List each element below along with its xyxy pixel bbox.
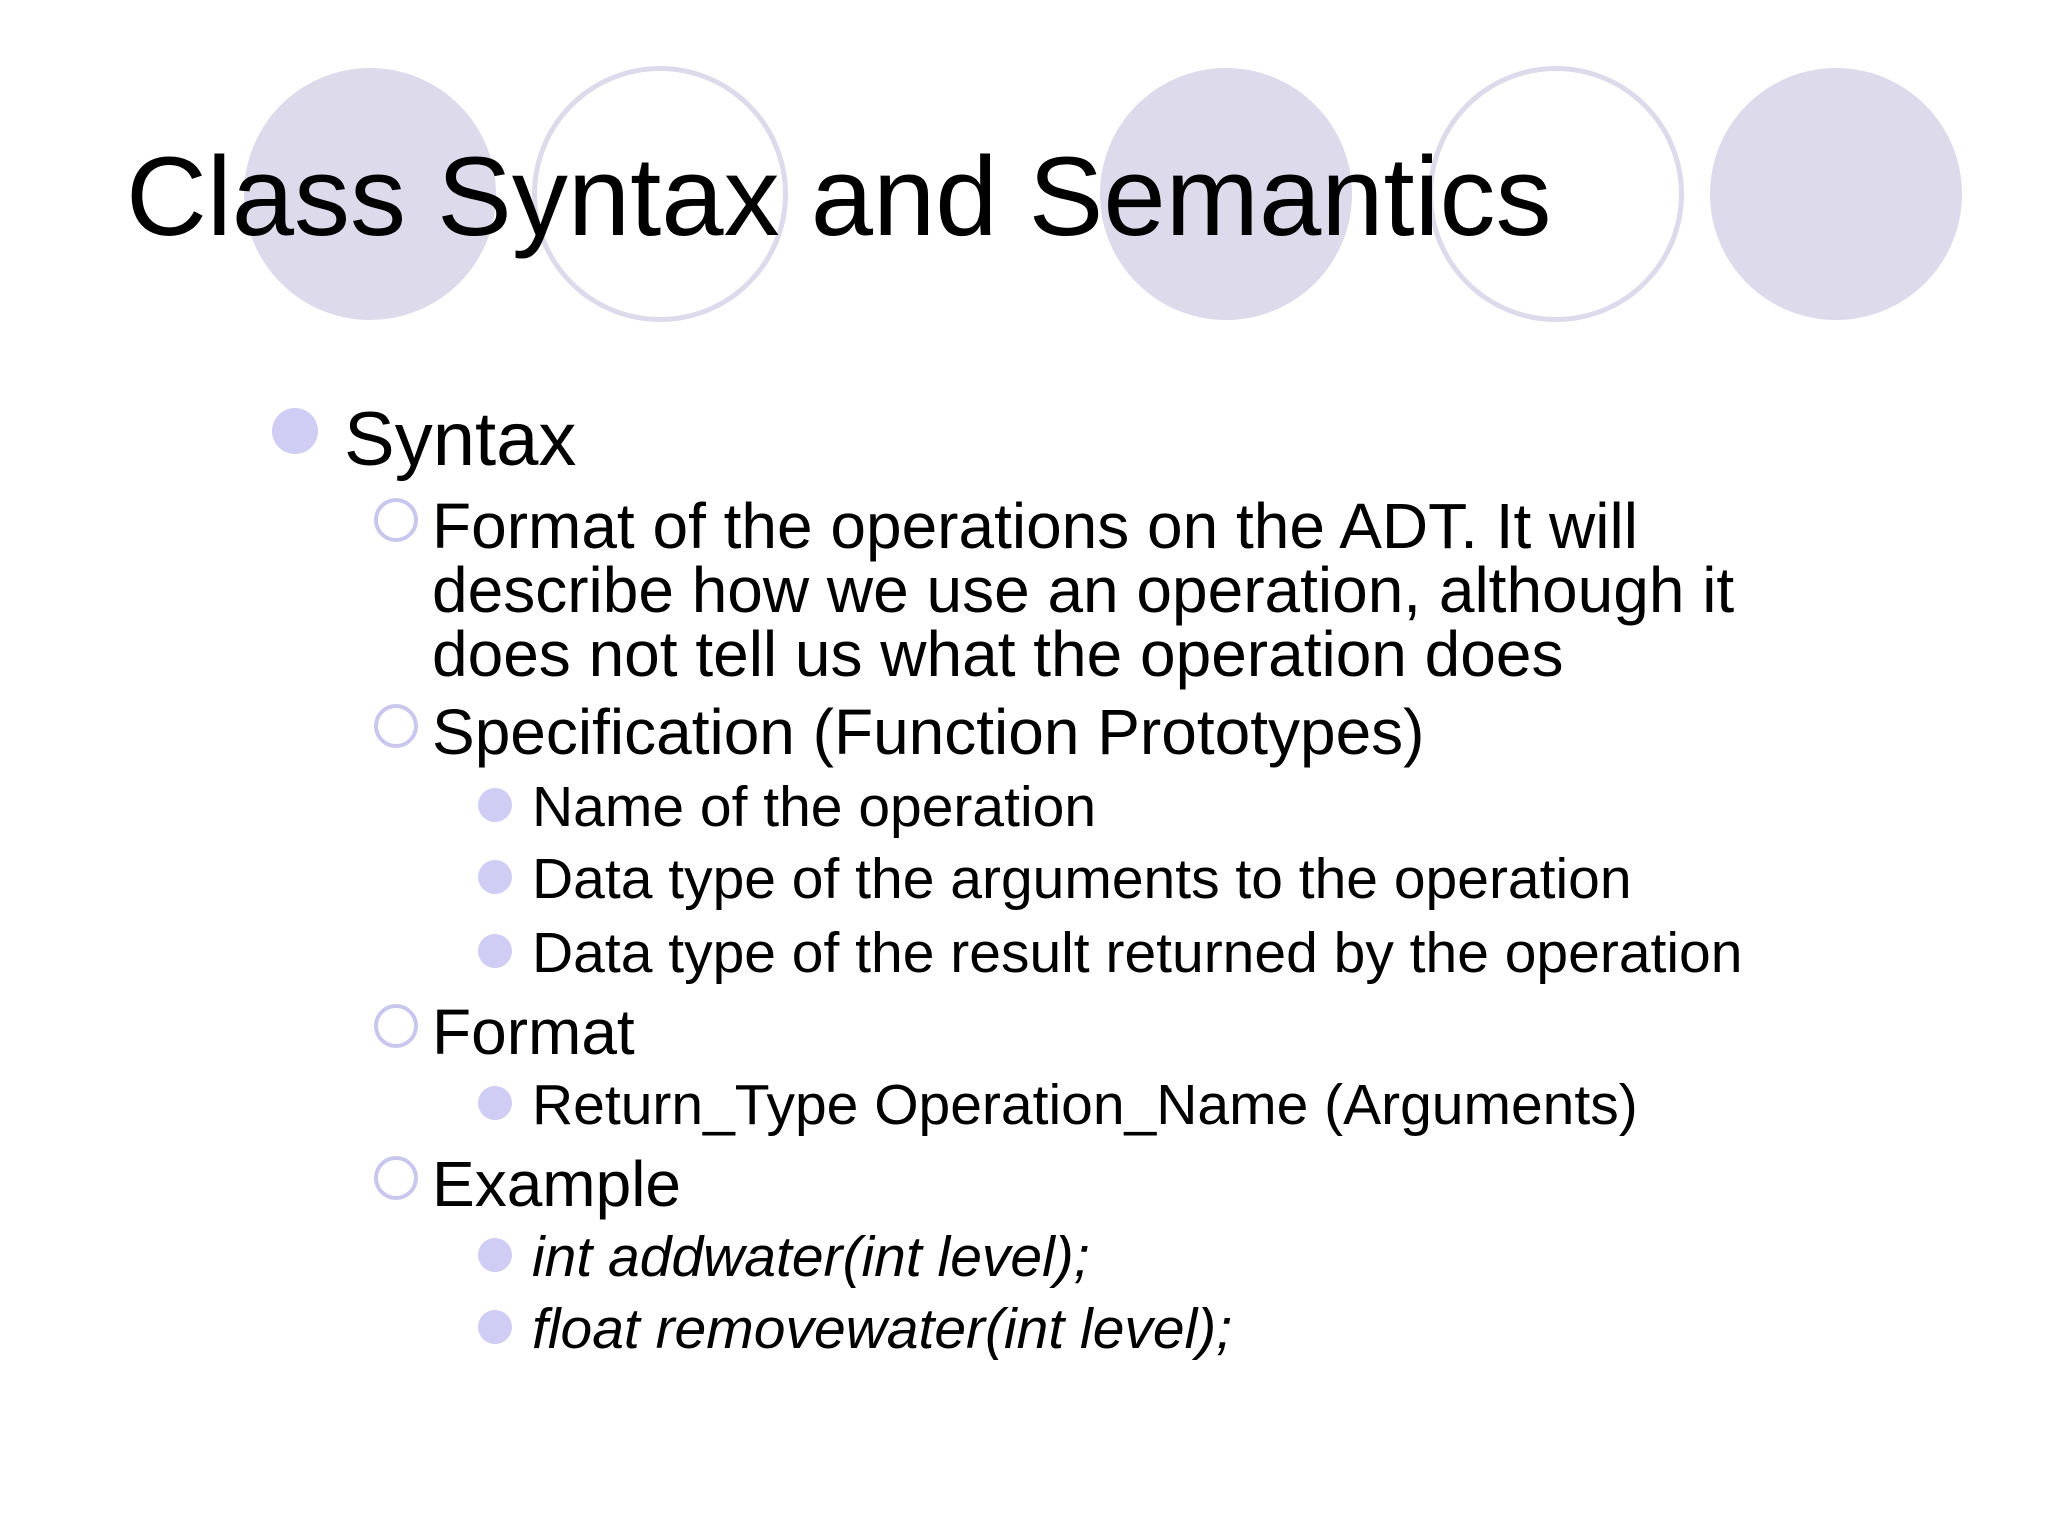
bullet-text: Data type of the arguments to the operation bbox=[532, 847, 1632, 911]
bullet-text: int addwater(int level); bbox=[532, 1225, 1090, 1289]
bullet-dot-icon bbox=[478, 788, 512, 822]
bullet-dot-icon bbox=[478, 1238, 512, 1272]
bullet-ring-icon bbox=[374, 704, 418, 748]
bullet-text: Return_Type Operation_Name (Arguments) bbox=[532, 1073, 1638, 1137]
bullet-text-line-1: Format of the operations on the ADT. It will bbox=[432, 490, 1638, 562]
bullet-text: Example bbox=[432, 1148, 681, 1220]
bullet-text: float removewater(int level); bbox=[532, 1297, 1233, 1361]
bullet-text-line-3: does not tell us what the operation does bbox=[432, 618, 1564, 690]
bullet-text: Specification (Function Prototypes) bbox=[432, 696, 1425, 768]
bullet-dot-icon bbox=[272, 408, 318, 454]
bullet-text-line-2: describe how we use an operation, although it bbox=[432, 554, 1735, 626]
bullet-text: Data type of the result returned by the operation bbox=[532, 921, 1743, 985]
bullet-dot-icon bbox=[478, 1310, 512, 1344]
bullet-text: Name of the operation bbox=[532, 775, 1097, 839]
bullet-dot-icon bbox=[478, 934, 512, 968]
bullet-text: Format bbox=[432, 996, 635, 1068]
bullet-ring-icon bbox=[374, 498, 418, 542]
slide-title: Class Syntax and Semantics bbox=[126, 134, 1552, 259]
bullet-ring-icon bbox=[374, 1156, 418, 1200]
bullet-dot-icon bbox=[478, 860, 512, 894]
bullet-dot-icon bbox=[478, 1086, 512, 1120]
bullet-ring-icon bbox=[374, 1004, 418, 1048]
bullet-text: Syntax bbox=[344, 397, 577, 482]
